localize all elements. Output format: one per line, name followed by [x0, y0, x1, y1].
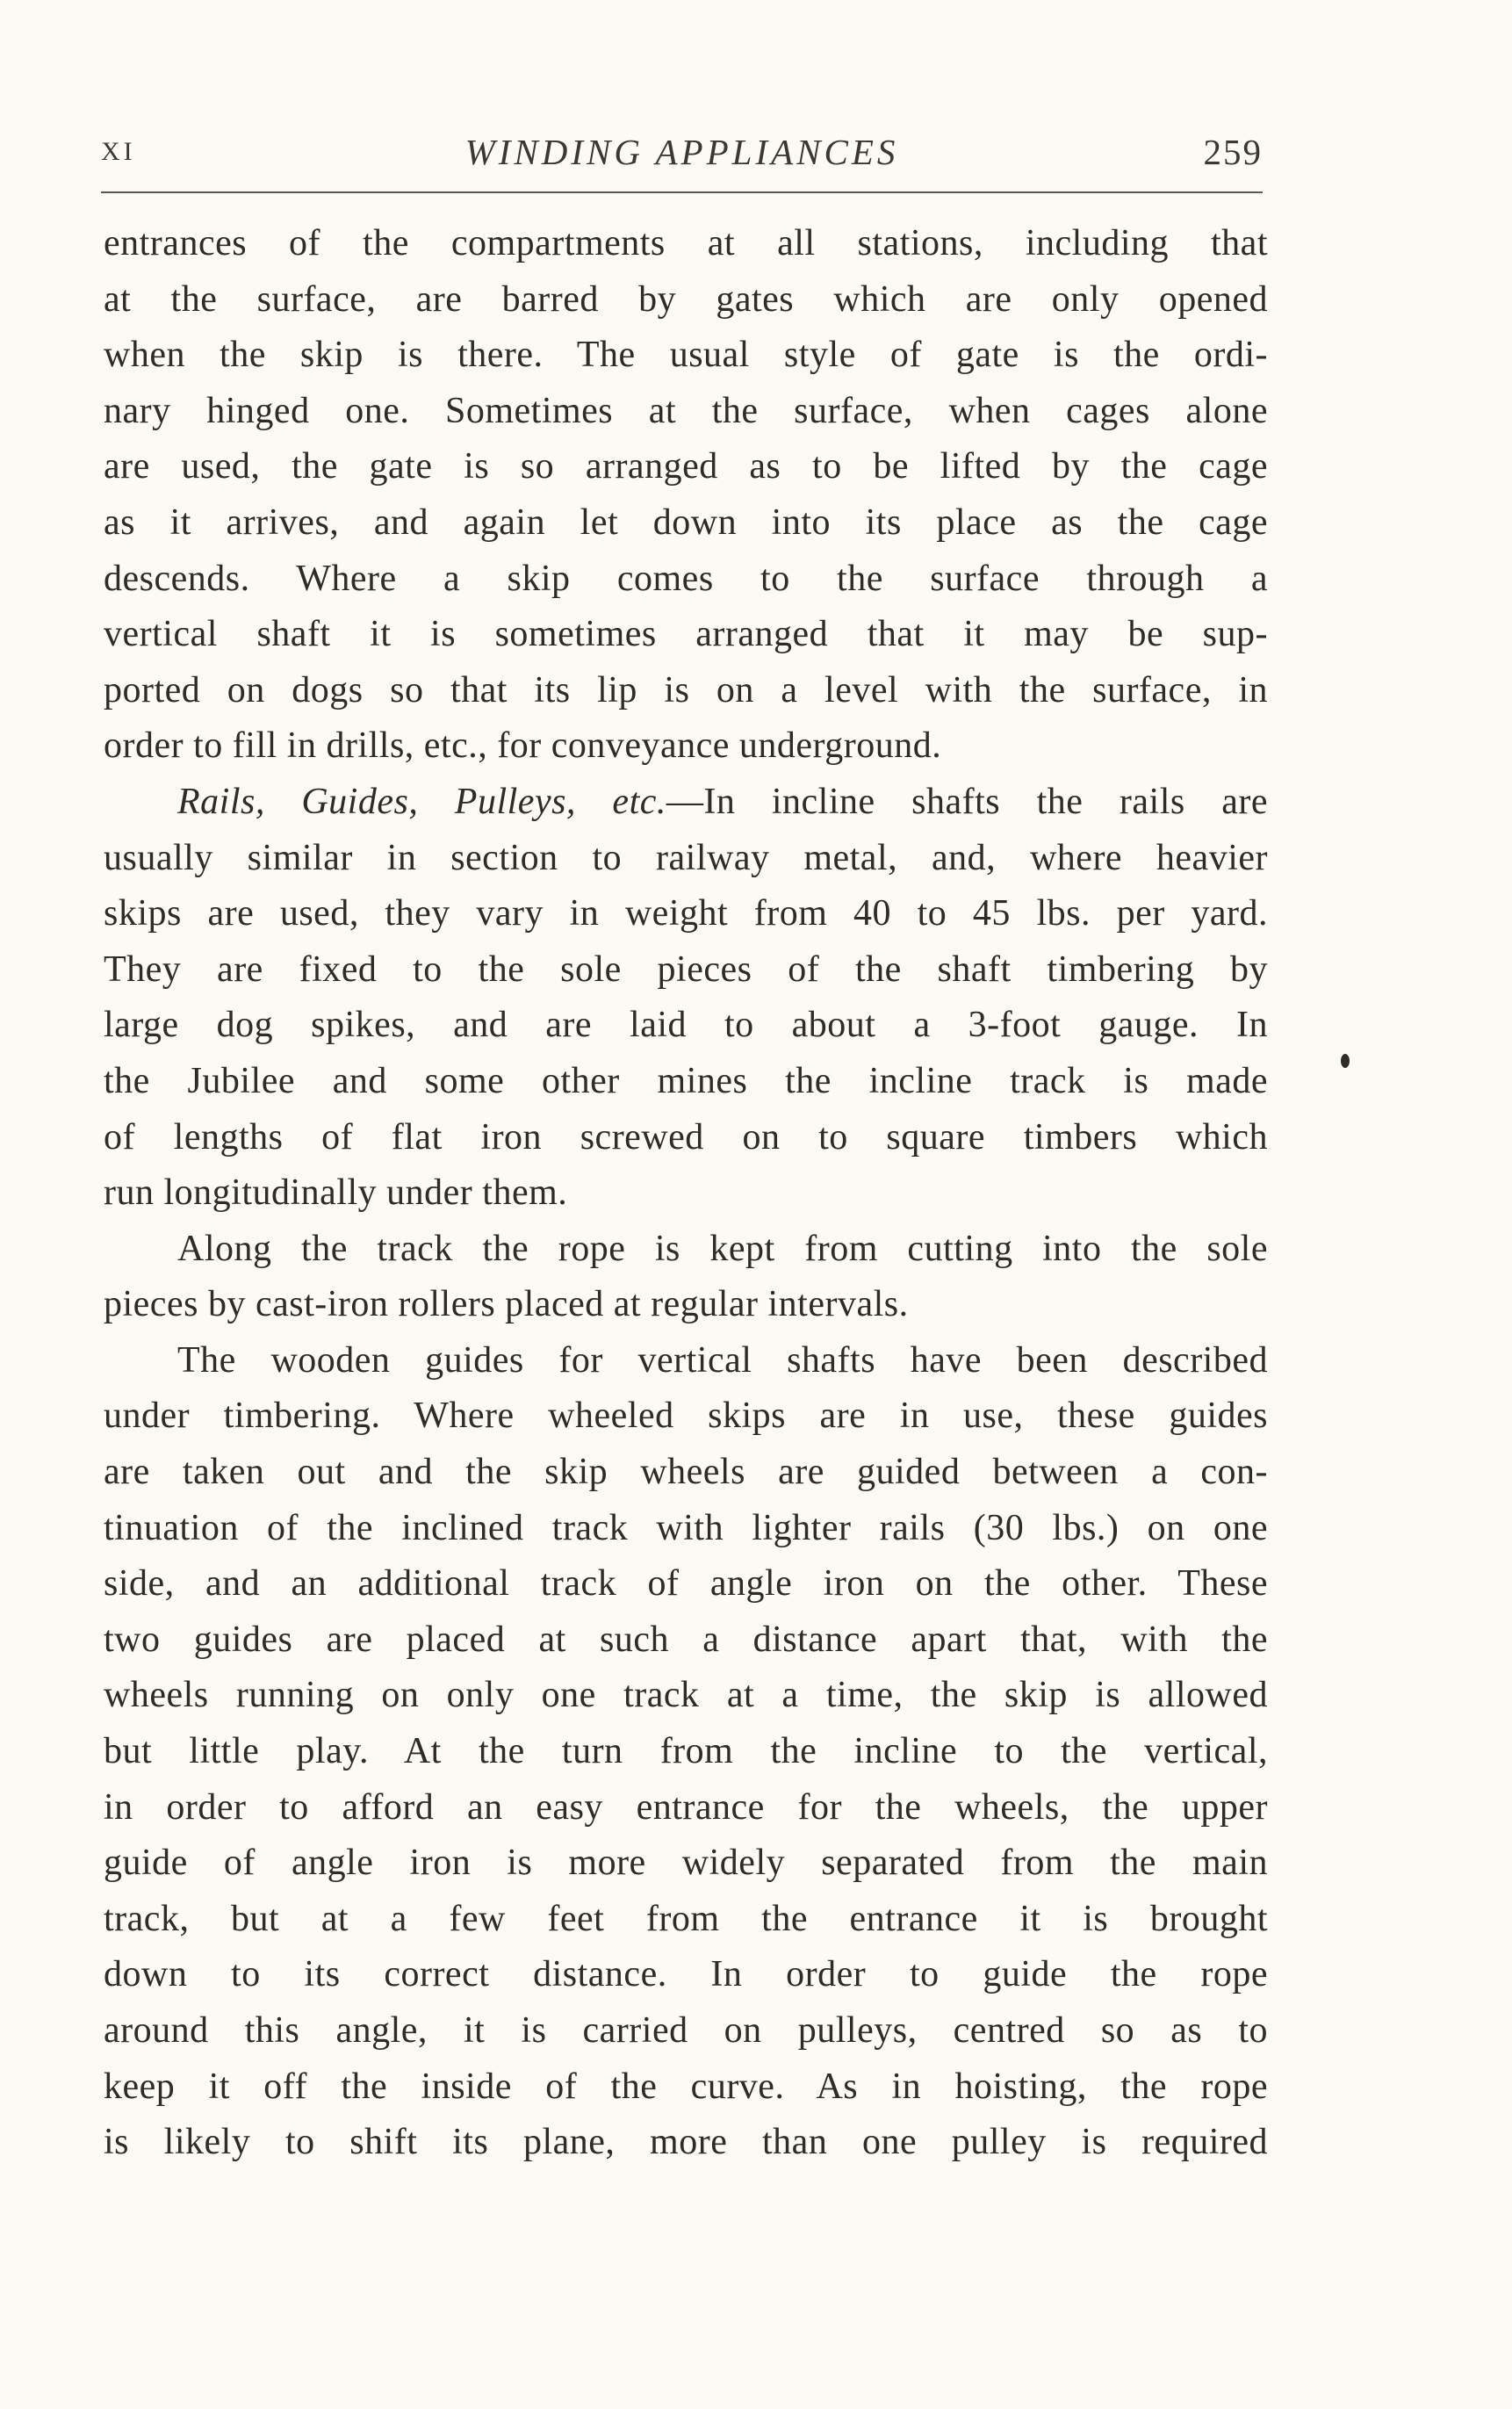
text-line: at the surface, are barred by gates which are only opened: [104, 278, 1268, 320]
header-rule: [101, 191, 1263, 193]
text-line: descends. Where a skip comes to the surface through a: [104, 558, 1268, 599]
text-line: side, and an additional track of angle iron on the other. These: [104, 1563, 1268, 1605]
text-line: usually similar in section to railway metal, and, where heavier: [104, 837, 1268, 878]
text-line: in order to afford an easy entrance for the wheels, the upper: [104, 1786, 1268, 1828]
text-line: as it arrives, and again let down into its place as the cage: [104, 501, 1268, 543]
text-line-first: Along the track the rope is kept from cutting into the sole: [177, 1228, 1268, 1269]
text-line: is likely to shift its plane, more than one pulley is required: [104, 2122, 1268, 2163]
paragraph-wooden-guides: [104, 1333, 1268, 2171]
paragraph-continued: [104, 216, 1268, 775]
section-heading: Rails, Guides, Pulleys, etc.: [177, 781, 666, 822]
text-run: —In incline shafts the rails are: [666, 781, 1268, 822]
text-line: ported on dogs so that its lip is on a level with the surface, in: [104, 669, 1268, 710]
running-header: [101, 130, 1263, 174]
text-line: under timbering. Where wheeled skips are in use, these guides: [104, 1396, 1268, 1437]
text-line: but little play. At the turn from the incline to the vertical,: [104, 1731, 1268, 1772]
body-text: [104, 216, 1268, 2171]
text-line: are used, the gate is so arranged as to be lifted by the cage: [104, 446, 1268, 487]
text-line: guide of angle iron is more widely separated from the main: [104, 1843, 1268, 1884]
text-line: entrances of the compartments at all stations, including that: [104, 223, 1268, 263]
text-line: nary hinged one. Sometimes at the surface, when cages alone: [104, 390, 1268, 431]
text-line: around this angle, it is carried on pulleys, centred so as to: [104, 2010, 1268, 2051]
text-line: track, but at a few feet from the entrance it is brought: [104, 1898, 1268, 1939]
text-line: of lengths of flat iron screwed on to square timbers which: [104, 1116, 1268, 1158]
text-line: the Jubilee and some other mines the incline track is made: [104, 1060, 1268, 1101]
text-line: skips are used, they vary in weight from 40 to 45 lbs. per yard.: [104, 893, 1268, 934]
paragraph-rails-guides: [104, 775, 1268, 1222]
paragraph-rollers: [104, 1222, 1268, 1333]
running-title: WINDING APPLIANCES: [464, 132, 899, 172]
text-line: vertical shaft it is sometimes arranged that it may be sup-: [104, 614, 1268, 655]
text-line-first: [104, 775, 1268, 831]
text-line: order to fill in drills, etc., for conveyance underground.: [104, 725, 942, 767]
ink-speck: [1341, 1054, 1350, 1068]
text-line: are taken out and the skip wheels are guided between a con-: [104, 1452, 1268, 1493]
text-line: large dog spikes, and are laid to about a 3-foot gauge. In: [104, 1005, 1268, 1046]
chapter-number: XI: [101, 137, 136, 166]
text-line: two guides are placed at such a distance apart that, with the: [104, 1619, 1268, 1660]
text-line: tinuation of the inclined track with lighter rails (30 lbs.) on one: [104, 1507, 1268, 1548]
text-line: They are fixed to the sole pieces of the shaft timbering by: [104, 948, 1268, 990]
page-number: 259: [1203, 132, 1263, 172]
text-line-first: The wooden guides for vertical shafts have been described: [177, 1339, 1268, 1381]
text-line: when the skip is there. The usual style of gate is the ordi-: [104, 335, 1268, 376]
text-line: pieces by cast-iron rollers placed at regular intervals.: [104, 1284, 909, 1325]
text-line: down to its correct distance. In order to guide the rope: [104, 1954, 1268, 1995]
text-line: wheels running on only one track at a time, the skip is allowed: [104, 1675, 1268, 1716]
text-line: keep it off the inside of the curve. As in hoisting, the rope: [104, 2066, 1268, 2107]
text-line: run longitudinally under them.: [104, 1172, 568, 1214]
